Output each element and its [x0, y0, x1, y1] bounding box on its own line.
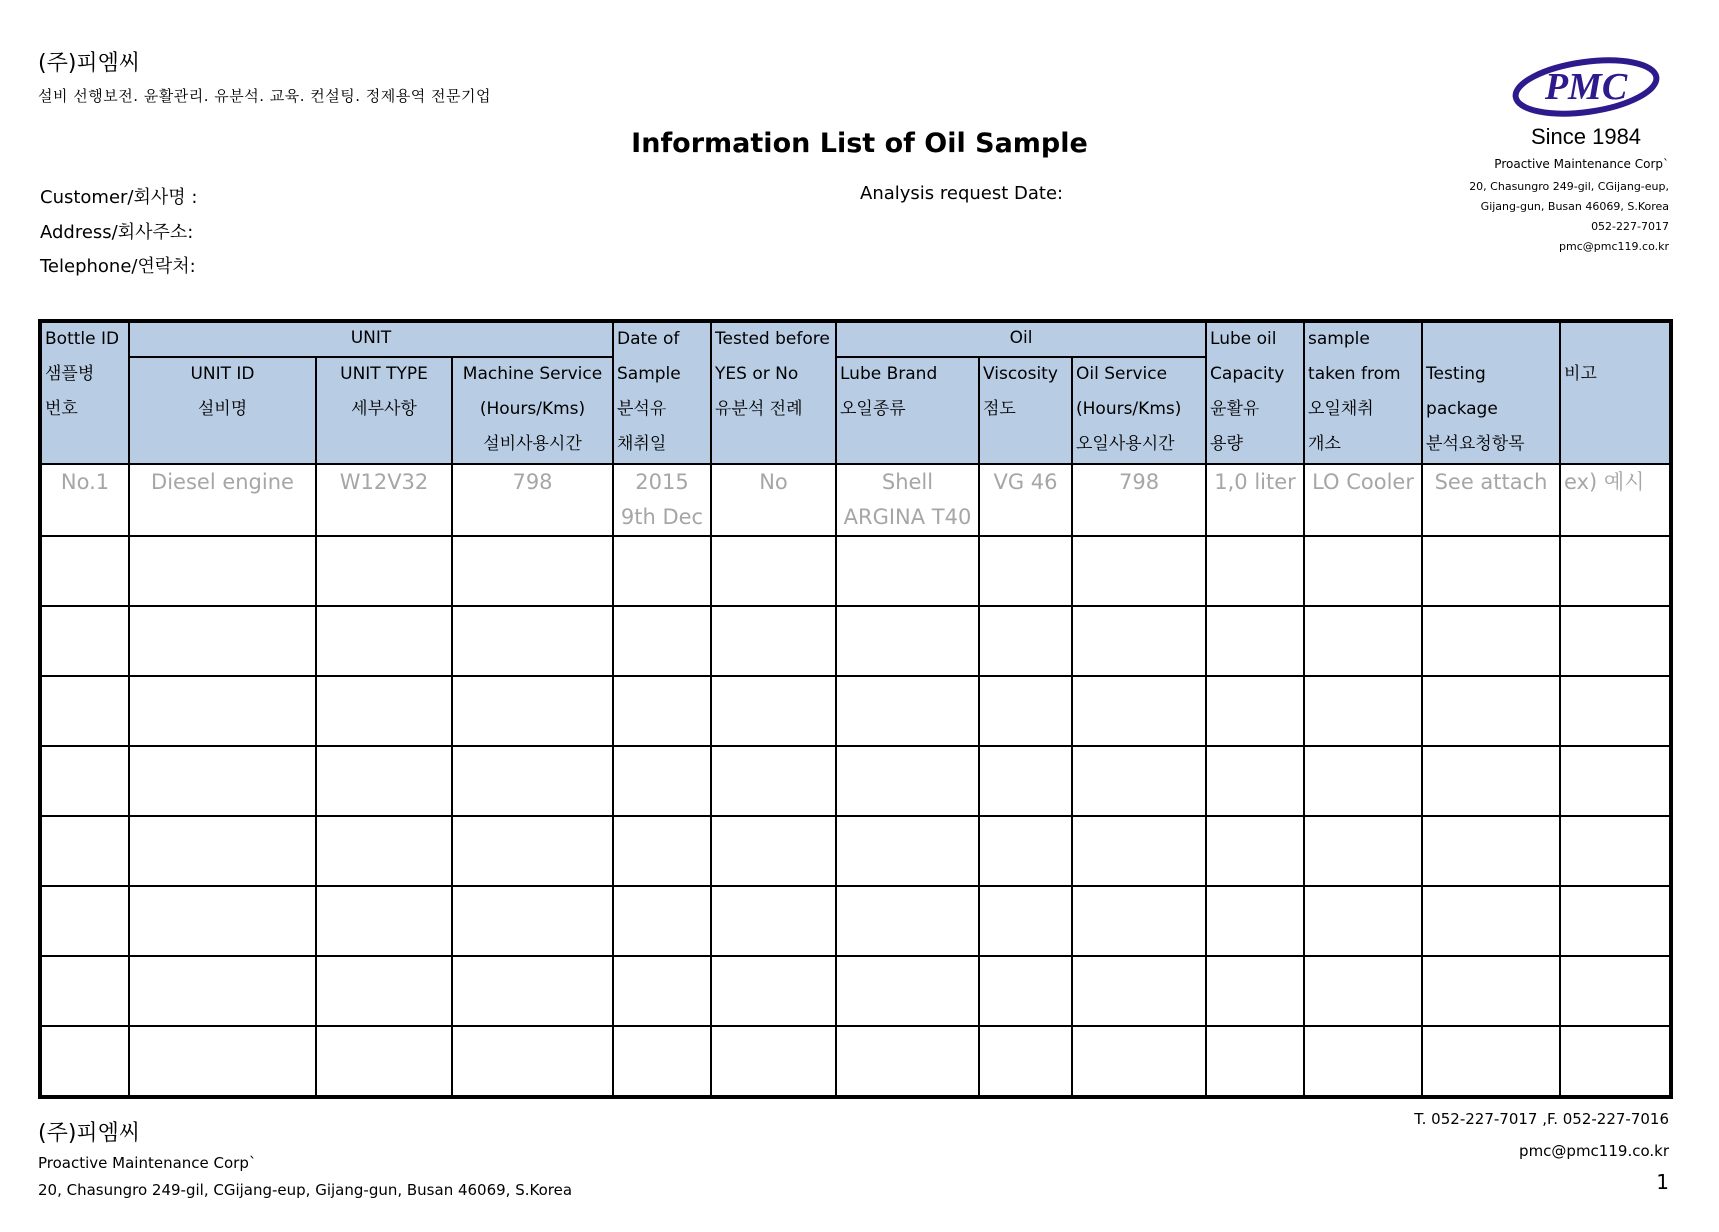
contact-phone: 052-227-7017 — [1591, 220, 1669, 233]
empty-row — [40, 1026, 1671, 1097]
contact-address-1: 20, Chasungro 249-gil, CGijang-eup, — [1469, 180, 1669, 193]
example-machine-service[interactable]: 798 — [452, 464, 613, 536]
empty-cell[interactable] — [979, 1026, 1072, 1097]
empty-cell[interactable] — [836, 676, 979, 746]
empty-cell[interactable] — [40, 956, 129, 1026]
empty-cell[interactable] — [836, 816, 979, 886]
footer-corp: Proactive Maintenance Corp` — [38, 1154, 257, 1172]
example-lube-brand[interactable]: Shell ARGINA T40 — [836, 464, 979, 536]
example-date[interactable]: 2015 9th Dec — [613, 464, 711, 536]
empty-cell[interactable] — [979, 746, 1072, 816]
empty-cell[interactable] — [1206, 1026, 1304, 1097]
empty-cell[interactable] — [836, 1026, 979, 1097]
empty-cell[interactable] — [40, 536, 129, 606]
col-unit-type: UNIT TYPE 세부사항 — [316, 357, 452, 464]
empty-cell[interactable] — [452, 746, 613, 816]
empty-cell[interactable] — [711, 746, 836, 816]
empty-cell[interactable] — [1206, 746, 1304, 816]
example-row — [40, 464, 1671, 536]
empty-cell[interactable] — [40, 816, 129, 886]
empty-cell[interactable] — [129, 1026, 316, 1097]
empty-cell[interactable] — [1206, 886, 1304, 956]
empty-cell[interactable] — [1560, 676, 1671, 746]
example-unit-id[interactable]: Diesel engine — [129, 464, 316, 536]
empty-cell[interactable] — [711, 676, 836, 746]
empty-cell[interactable] — [836, 746, 979, 816]
empty-cell[interactable] — [1304, 956, 1422, 1026]
empty-cell[interactable] — [979, 676, 1072, 746]
empty-cell[interactable] — [1072, 956, 1206, 1026]
empty-cell[interactable] — [836, 536, 979, 606]
example-oil-service[interactable]: 798 — [1072, 464, 1206, 536]
empty-cell[interactable] — [129, 676, 316, 746]
empty-row — [40, 956, 1671, 1026]
empty-cell[interactable] — [1422, 886, 1560, 956]
empty-cell[interactable] — [613, 956, 711, 1026]
empty-cell[interactable] — [452, 956, 613, 1026]
empty-cell[interactable] — [979, 606, 1072, 676]
empty-cell[interactable] — [836, 956, 979, 1026]
empty-cell[interactable] — [1206, 956, 1304, 1026]
empty-cell[interactable] — [452, 606, 613, 676]
empty-cell[interactable] — [316, 886, 452, 956]
empty-cell[interactable] — [711, 956, 836, 1026]
empty-cell[interactable] — [316, 746, 452, 816]
pmc-logo — [1512, 55, 1660, 119]
empty-cell[interactable] — [129, 606, 316, 676]
col-unit-id: UNIT ID 설비명 — [129, 357, 316, 464]
page-title: Information List of Oil Sample — [631, 128, 1088, 159]
empty-cell[interactable] — [1422, 536, 1560, 606]
col-machine-service: Machine Service (Hours/Kms) 설비사용시간 — [452, 357, 613, 464]
empty-cell[interactable] — [613, 1026, 711, 1097]
empty-row — [40, 676, 1671, 746]
empty-cell[interactable] — [613, 816, 711, 886]
empty-cell[interactable] — [129, 536, 316, 606]
empty-cell[interactable] — [452, 536, 613, 606]
empty-cell[interactable] — [711, 606, 836, 676]
empty-cell[interactable] — [1072, 886, 1206, 956]
since-year: Since 1984 — [1530, 124, 1642, 149]
empty-cell[interactable] — [1304, 606, 1422, 676]
empty-cell[interactable] — [316, 536, 452, 606]
empty-cell[interactable] — [1304, 536, 1422, 606]
empty-cell[interactable] — [1560, 886, 1671, 956]
empty-cell[interactable] — [711, 1026, 836, 1097]
col-date-of-sample: Date of Sample 분석유 채취일 — [613, 321, 711, 464]
empty-cell[interactable] — [1206, 606, 1304, 676]
example-sample-from[interactable]: LO Cooler — [1304, 464, 1422, 536]
empty-cell[interactable] — [1304, 1026, 1422, 1097]
empty-cell[interactable] — [1072, 676, 1206, 746]
empty-cell[interactable] — [1072, 816, 1206, 886]
empty-row — [40, 886, 1671, 956]
empty-cell[interactable] — [452, 886, 613, 956]
page-number: 1 — [1656, 1170, 1669, 1194]
example-bottle-id[interactable]: No.1 — [40, 464, 129, 536]
company-tagline: 설비 선행보전. 윤활관리. 유분석. 교육. 컨설팅. 정제용역 전문기업 — [38, 87, 491, 105]
empty-cell[interactable] — [711, 886, 836, 956]
address-label: Address/회사주소: — [40, 222, 194, 243]
example-viscosity[interactable]: VG 46 — [979, 464, 1072, 536]
empty-cell[interactable] — [979, 886, 1072, 956]
empty-cell[interactable] — [316, 816, 452, 886]
empty-rows — [40, 536, 1671, 1097]
empty-row — [40, 746, 1671, 816]
contact-email: pmc@pmc119.co.kr — [1559, 240, 1669, 253]
empty-cell[interactable] — [1304, 886, 1422, 956]
header-row-1 — [40, 321, 1671, 357]
company-name: (주)피엠씨 — [38, 51, 141, 76]
empty-cell[interactable] — [129, 746, 316, 816]
empty-row — [40, 606, 1671, 676]
empty-cell[interactable] — [316, 1026, 452, 1097]
empty-cell[interactable] — [1072, 746, 1206, 816]
contact-address-2: Gijang-gun, Busan 46069, S.Korea — [1480, 200, 1669, 213]
customer-label: Customer/회사명 : — [40, 187, 198, 208]
empty-cell[interactable] — [452, 676, 613, 746]
empty-cell[interactable] — [1422, 606, 1560, 676]
request-date-label: Analysis request Date: — [860, 183, 1064, 204]
empty-cell[interactable] — [1560, 1026, 1671, 1097]
empty-cell[interactable] — [129, 886, 316, 956]
empty-cell[interactable] — [1304, 816, 1422, 886]
empty-cell[interactable] — [1560, 606, 1671, 676]
col-tested-before: Tested before YES or No 유분석 전례 — [711, 321, 836, 464]
empty-row — [40, 536, 1671, 606]
empty-cell[interactable] — [979, 816, 1072, 886]
telephone-label: Telephone/연락처: — [40, 256, 196, 277]
empty-cell[interactable] — [979, 956, 1072, 1026]
empty-cell[interactable] — [316, 676, 452, 746]
group-oil: Oil — [836, 321, 1206, 357]
col-viscosity: Viscosity 점도 — [979, 357, 1072, 464]
empty-cell[interactable] — [613, 676, 711, 746]
oil-sample-table — [38, 319, 1673, 1099]
empty-cell[interactable] — [1422, 1026, 1560, 1097]
empty-cell[interactable] — [452, 1026, 613, 1097]
empty-cell[interactable] — [613, 536, 711, 606]
empty-cell[interactable] — [1560, 746, 1671, 816]
empty-cell[interactable] — [40, 746, 129, 816]
empty-row — [40, 816, 1671, 886]
empty-cell[interactable] — [1422, 746, 1560, 816]
empty-cell[interactable] — [129, 956, 316, 1026]
empty-cell[interactable] — [836, 886, 979, 956]
empty-cell[interactable] — [129, 816, 316, 886]
empty-cell[interactable] — [1422, 676, 1560, 746]
empty-cell[interactable] — [1560, 956, 1671, 1026]
col-sample-taken-from: sample taken from 오일채취 개소 — [1304, 321, 1422, 464]
empty-cell[interactable] — [1072, 606, 1206, 676]
col-bottle-id: Bottle ID 샘플병 번호 — [40, 321, 129, 464]
example-unit-type[interactable]: W12V32 — [316, 464, 452, 536]
empty-cell[interactable] — [452, 816, 613, 886]
empty-cell[interactable] — [1560, 816, 1671, 886]
empty-cell[interactable] — [1560, 536, 1671, 606]
example-tested-before[interactable]: No — [711, 464, 836, 536]
empty-cell[interactable] — [316, 606, 452, 676]
empty-cell[interactable] — [836, 606, 979, 676]
empty-cell[interactable] — [40, 676, 129, 746]
empty-cell[interactable] — [40, 1026, 129, 1097]
example-testing-package[interactable]: See attach — [1422, 464, 1560, 536]
example-capacity[interactable]: 1,0 liter — [1206, 464, 1304, 536]
footer-company-name: (주)피엠씨 — [38, 1121, 141, 1146]
empty-cell[interactable] — [40, 886, 129, 956]
group-unit: UNIT — [129, 321, 613, 357]
footer-address: 20, Chasungro 249-gil, CGijang-eup, Gijang-gun, Busan 46069, S.Korea — [38, 1181, 573, 1199]
empty-cell[interactable] — [1422, 816, 1560, 886]
col-remark: 비고 — [1560, 321, 1671, 464]
col-testing-package: Testing package 분석요청항목 — [1422, 321, 1560, 464]
empty-cell[interactable] — [316, 956, 452, 1026]
empty-cell[interactable] — [1206, 816, 1304, 886]
footer-tel-fax: T. 052-227-7017 ,F. 052-227-7016 — [1414, 1110, 1669, 1128]
empty-cell[interactable] — [1072, 1026, 1206, 1097]
contact-corp: Proactive Maintenance Corp` — [1494, 157, 1669, 171]
col-oil-service: Oil Service (Hours/Kms) 오일사용시간 — [1072, 357, 1206, 464]
empty-cell[interactable] — [711, 816, 836, 886]
empty-cell[interactable] — [613, 606, 711, 676]
example-remark[interactable]: ex) 예시 — [1560, 464, 1671, 536]
col-lube-capacity: Lube oil Capacity 윤활유 용량 — [1206, 321, 1304, 464]
empty-cell[interactable] — [40, 606, 129, 676]
empty-cell[interactable] — [1304, 746, 1422, 816]
empty-cell[interactable] — [979, 536, 1072, 606]
empty-cell[interactable] — [1206, 536, 1304, 606]
empty-cell[interactable] — [1072, 536, 1206, 606]
empty-cell[interactable] — [613, 886, 711, 956]
logo-text: PMC — [1544, 66, 1628, 108]
empty-cell[interactable] — [613, 746, 711, 816]
col-lube-brand: Lube Brand 오일종류 — [836, 357, 979, 464]
empty-cell[interactable] — [1206, 676, 1304, 746]
empty-cell[interactable] — [711, 536, 836, 606]
footer-email: pmc@pmc119.co.kr — [1519, 1142, 1669, 1160]
empty-cell[interactable] — [1304, 676, 1422, 746]
empty-cell[interactable] — [1422, 956, 1560, 1026]
